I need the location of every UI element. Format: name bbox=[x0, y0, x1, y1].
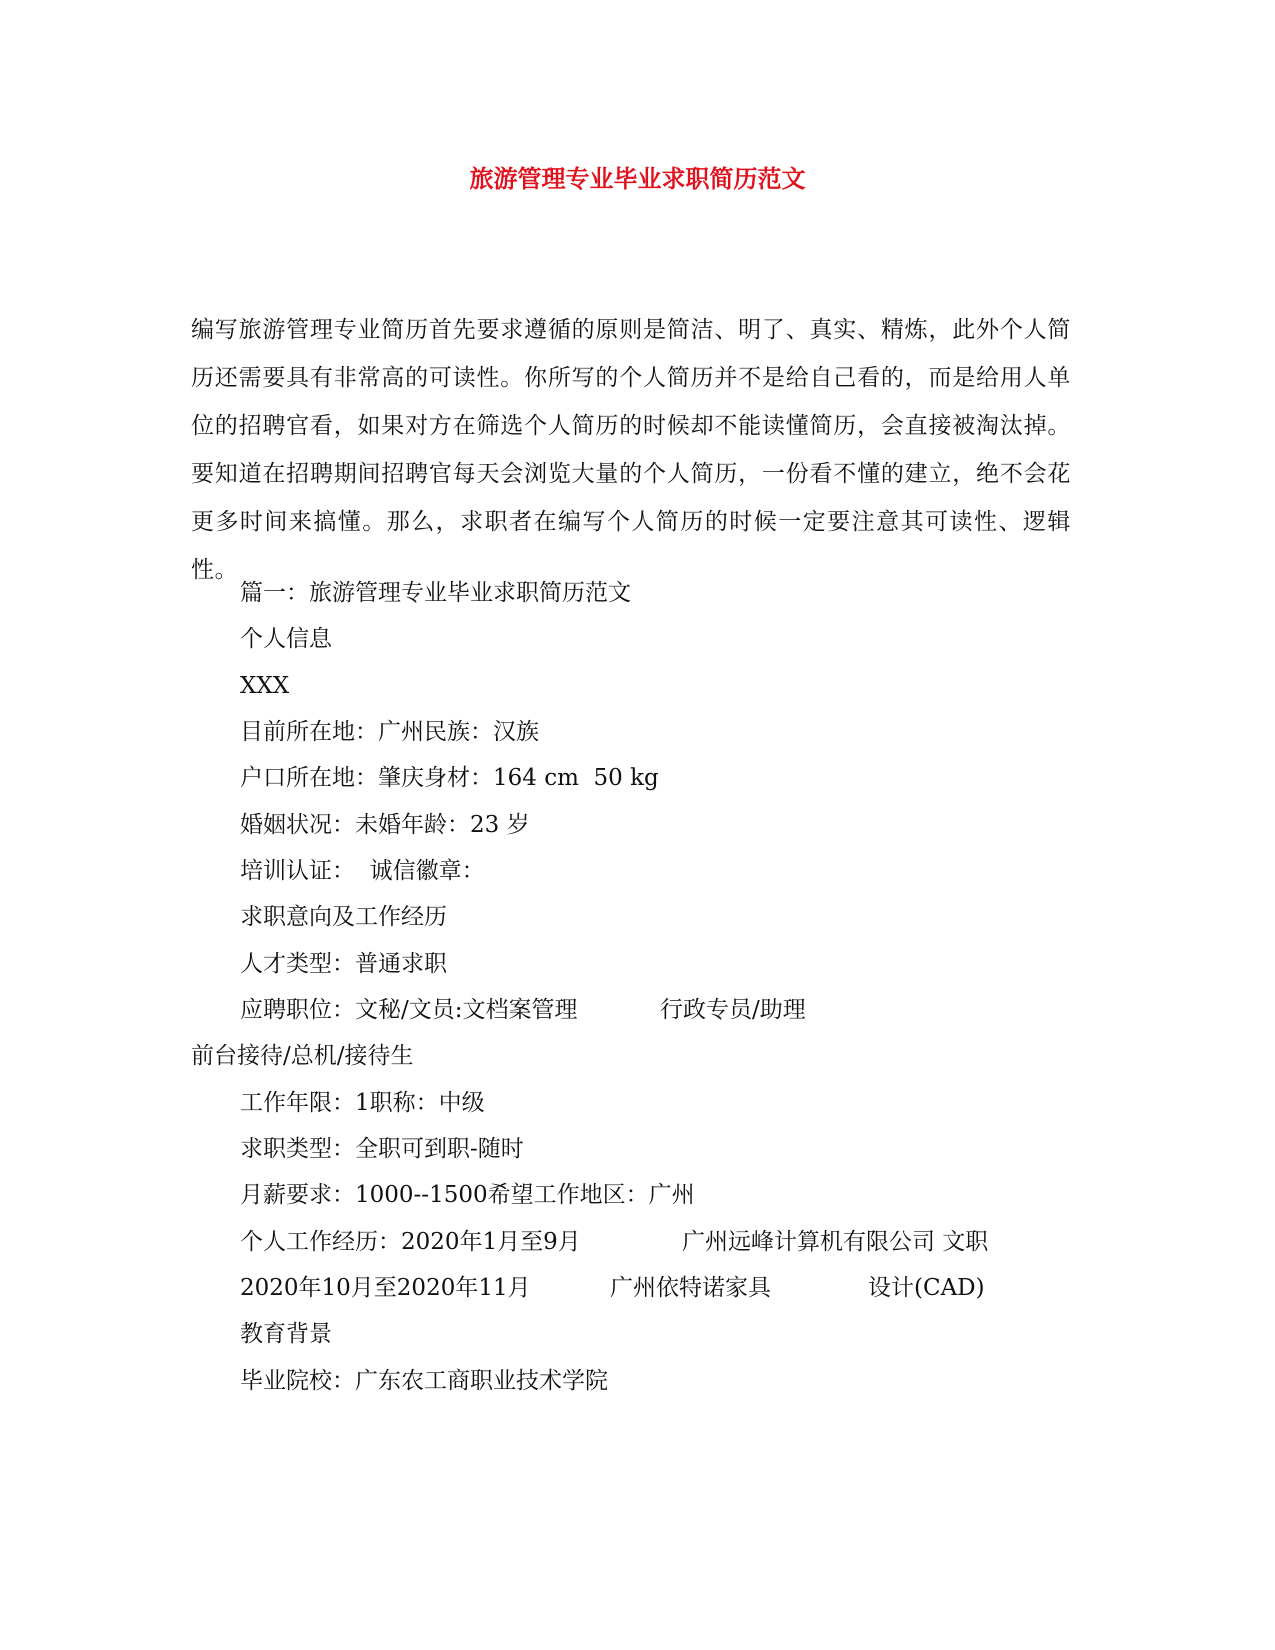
position-applied-line-3: 前台接待/总机/接待生 bbox=[191, 1043, 414, 1069]
education-heading: 教育背景 bbox=[240, 1321, 332, 1347]
salary-line: 月薪要求：1000--1500希望工作地区：广州 bbox=[240, 1182, 695, 1208]
experience-2-company: 广州依特诺家具 bbox=[610, 1275, 771, 1301]
personal-info-heading: 个人信息 bbox=[240, 626, 332, 652]
marital-age-line: 婚姻状况：未婚年龄：23 岁 bbox=[240, 812, 530, 838]
document-title: 旅游管理专业毕业求职简历范文 bbox=[469, 164, 806, 193]
intro-paragraph: 编写旅游管理专业简历首先要求遵循的原则是简洁、明了、真实、精炼，此外个人简历还需要具有非常高的可读性。你所写的个人简历并不是给自己看的，而是给用人单位的招聘官看，如果对方在筛选个人简历的时候却不能读懂简历，会直接被淘汰掉。要知道在招聘期间招聘官每天会浏览大量的个人简历，一份看不懂的建立，绝不会花更多时间来搞懂。那么，求职者在编写个人简历的时候一定要注意其可读性、逻辑性。 bbox=[191, 317, 1071, 583]
experience-2-role: 设计(CAD) bbox=[868, 1275, 985, 1301]
hukou-body-line: 户口所在地：肇庆身材：164 cm 50 kg bbox=[240, 765, 659, 791]
section-heading: 篇一：旅游管理专业毕业求职简历范文 bbox=[240, 580, 631, 606]
training-cert-line: 培训认证： 诚信徽章： bbox=[240, 858, 485, 884]
school-line: 毕业院校：广东农工商职业技术学院 bbox=[240, 1368, 608, 1394]
name-value: XXX bbox=[240, 673, 290, 699]
experience-2-period: 2020年10月至2020年11月 bbox=[240, 1275, 531, 1301]
position-applied-line: 应聘职位：文秘/文员:文档案管理 bbox=[240, 997, 578, 1023]
talent-type-line: 人才类型：普通求职 bbox=[240, 951, 447, 977]
location-ethnicity-line: 目前所在地：广州民族：汉族 bbox=[240, 719, 539, 745]
position-applied-line-2: 行政专员/助理 bbox=[660, 997, 806, 1023]
job-intent-heading: 求职意向及工作经历 bbox=[240, 904, 447, 930]
experience-1-company: 广州远峰计算机有限公司 文职 bbox=[682, 1229, 989, 1255]
experience-1-period: 个人工作经历：2020年1月至9月 bbox=[240, 1229, 581, 1255]
job-type-line: 求职类型：全职可到职-随时 bbox=[240, 1136, 524, 1162]
work-years-line: 工作年限：1职称：中级 bbox=[240, 1090, 485, 1116]
